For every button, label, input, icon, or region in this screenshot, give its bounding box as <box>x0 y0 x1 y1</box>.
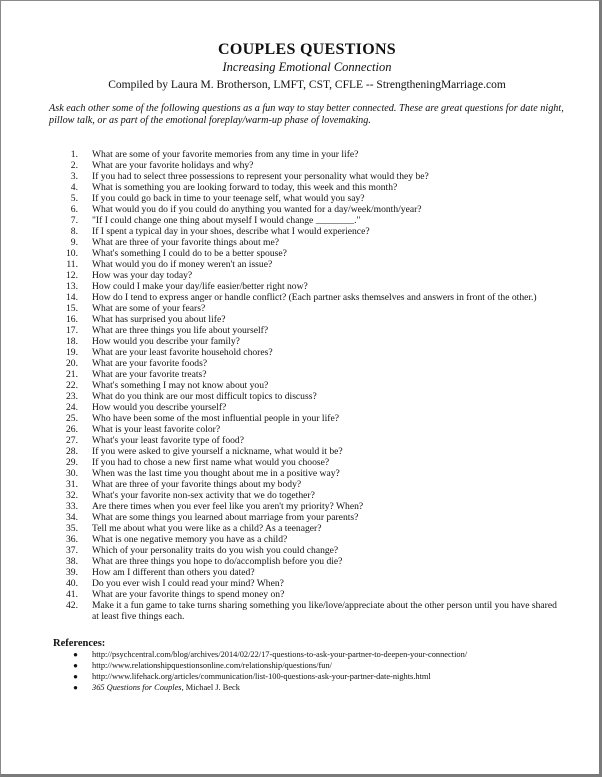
reference-item <box>49 671 565 682</box>
question-item <box>49 567 565 578</box>
question-number: 11. <box>66 259 78 270</box>
question-item <box>49 204 565 215</box>
question-item <box>49 182 565 193</box>
question-item <box>49 578 565 589</box>
question-number: 23. <box>66 391 78 402</box>
question-item <box>49 325 565 336</box>
question-item <box>49 347 565 358</box>
question-text: What has surprised you about life? <box>92 314 226 325</box>
question-text: What's your favorite non-sex activity that we do together? <box>92 490 315 501</box>
question-text: How would you describe your family? <box>92 336 240 347</box>
question-number: 15. <box>66 303 78 314</box>
question-item <box>49 248 565 259</box>
bullet-icon: ● <box>73 683 78 692</box>
question-item <box>49 226 565 237</box>
question-number: 17. <box>66 325 78 336</box>
question-text: What's something I may not know about you? <box>92 380 269 391</box>
question-item <box>49 303 565 314</box>
question-number: 25. <box>66 413 78 424</box>
question-text: What is something you are looking forward to today, this week and this month? <box>92 182 398 193</box>
question-text: What's your least favorite type of food? <box>92 435 244 446</box>
question-text: What are some things you learned about marriage from your parents? <box>92 512 359 523</box>
question-text: Are there times when you ever feel like you aren't my priority? When? <box>92 501 364 512</box>
bullet-icon: ● <box>73 661 78 670</box>
question-item <box>49 391 565 402</box>
question-text: What's something I could do to be a better spouse? <box>92 248 287 259</box>
question-item <box>49 523 565 534</box>
question-item <box>49 512 565 523</box>
question-number: 9. <box>70 237 78 248</box>
question-text: What are your favorite things to spend money on? <box>92 589 285 600</box>
question-number: 28. <box>66 446 78 457</box>
question-text: What are your favorite holidays and why? <box>92 160 254 171</box>
reference-item <box>49 649 565 660</box>
question-text: "If I could change one thing about myself I would change ________." <box>92 215 361 226</box>
question-item <box>49 160 565 171</box>
question-item <box>49 149 565 160</box>
reference-item <box>49 660 565 671</box>
compiled-by-line: Compiled by Laura M. Brotherson, LMFT, CST, CFLE -- StrengtheningMarriage.com <box>108 79 506 91</box>
question-item <box>49 490 565 501</box>
question-item <box>49 534 565 545</box>
question-number: 8. <box>70 226 78 237</box>
question-item <box>49 259 565 270</box>
reference-link[interactable]: http://psychcentral.com/blog/archives/2014/02/22/17-questions-to-ask-your-partner-to-deepen-your-connection/ <box>92 650 468 659</box>
question-number: 14. <box>66 292 78 303</box>
reference-link[interactable]: http://www.relationshipquestionsonline.com/relationship/questions/fun/ <box>92 661 332 670</box>
question-number: 1. <box>70 149 78 160</box>
question-number: 7. <box>70 215 78 226</box>
question-number: 35. <box>66 523 78 534</box>
question-text: If you could go back in time to your teenage self, what would you say? <box>92 193 365 204</box>
question-number: 38. <box>66 556 78 567</box>
question-item <box>49 270 565 281</box>
question-number: 39. <box>66 567 78 578</box>
question-number: 34. <box>66 512 78 523</box>
question-number: 24. <box>66 402 78 413</box>
document-subtitle: Increasing Emotional Connection <box>222 60 392 74</box>
question-text: What are some of your favorite memories from any time in your life? <box>92 149 359 160</box>
question-item <box>49 424 565 435</box>
question-number: 41. <box>66 589 78 600</box>
question-number: 21. <box>66 369 78 380</box>
question-text: What are three of your favorite things about me? <box>92 237 280 248</box>
question-item <box>49 314 565 325</box>
question-item <box>49 446 565 457</box>
question-text: How do I tend to express anger or handle conflict? (Each partner asks themselves and answers in front of the other.) <box>92 292 537 303</box>
question-number: 42. <box>66 600 78 611</box>
question-item <box>49 545 565 556</box>
question-text: What are your favorite foods? <box>92 358 208 369</box>
question-text: How would you describe yourself? <box>92 402 227 413</box>
question-item <box>49 336 565 347</box>
question-number: 29. <box>66 457 78 468</box>
question-text: What is one negative memory you have as a child? <box>92 534 288 545</box>
question-number: 30. <box>66 468 78 479</box>
question-number: 20. <box>66 358 78 369</box>
question-item <box>49 556 565 567</box>
question-item <box>49 501 565 512</box>
question-item <box>49 237 565 248</box>
question-number: 37. <box>66 545 78 556</box>
question-text: What would you do if money weren't an issue? <box>92 259 273 270</box>
references-heading: References: <box>53 638 106 649</box>
document-title: COUPLES QUESTIONS <box>217 41 397 58</box>
question-number: 4. <box>70 182 78 193</box>
question-number: 13. <box>66 281 78 292</box>
question-item <box>49 358 565 369</box>
question-number: 32. <box>66 490 78 501</box>
question-number: 2. <box>70 160 78 171</box>
question-number: 12. <box>66 270 78 281</box>
intro-paragraph: Ask each other some of the following questions as a fun way to stay better connected. These are great questions for date night, pillow talk, or as part of the emotional foreplay/warm-up phase of lovemaking. <box>49 103 564 126</box>
reference-book <box>92 682 240 693</box>
question-text: How was your day today? <box>92 270 193 281</box>
question-text: What do you think are our most difficult topics to discuss? <box>92 391 317 402</box>
question-item <box>49 215 565 226</box>
question-text: What are your favorite treats? <box>92 369 207 380</box>
question-number: 10. <box>66 248 78 259</box>
question-item <box>49 402 565 413</box>
question-number: 26. <box>66 424 78 435</box>
question-text: Which of your personality traits do you wish you could change? <box>92 545 339 556</box>
references-list <box>49 649 565 693</box>
book-author: , Michael J. Beck <box>181 683 240 692</box>
question-text: What are three things you life about yourself? <box>92 325 269 336</box>
question-number: 3. <box>70 171 78 182</box>
question-item <box>49 380 565 391</box>
question-item <box>49 413 565 424</box>
question-text: Tell me about what you were like as a child? As a teenager? <box>92 523 322 534</box>
question-number: 40. <box>66 578 78 589</box>
question-number: 6. <box>70 204 78 215</box>
question-item <box>49 457 565 468</box>
question-text: If you had to chose a new first name what would you choose? <box>92 457 330 468</box>
question-number: 36. <box>66 534 78 545</box>
question-item <box>49 479 565 490</box>
question-text: If you were asked to give yourself a nickname, what would it be? <box>92 446 343 457</box>
question-number: 33. <box>66 501 78 512</box>
question-number: 27. <box>66 435 78 446</box>
question-text: What is your least favorite color? <box>92 424 221 435</box>
reference-link[interactable]: http://www.lifehack.org/articles/communication/list-100-questions-ask-your-partner-date-nights.html <box>92 672 431 681</box>
question-number: 31. <box>66 479 78 490</box>
question-item <box>49 281 565 292</box>
question-number: 18. <box>66 336 78 347</box>
book-title: 365 Questions for Couples <box>92 683 182 692</box>
question-text: If you had to select three possessions to represent your personality what would they be? <box>92 171 429 182</box>
question-item <box>49 193 565 204</box>
question-item <box>49 600 565 622</box>
question-number: 19. <box>66 347 78 358</box>
question-text: Make it a fun game to take turns sharing something you like/love/appreciate about the other person until you have shared at least five things each. <box>92 600 557 622</box>
bullet-icon: ● <box>73 650 78 659</box>
question-text: Who have been some of the most influential people in your life? <box>92 413 339 424</box>
question-item <box>49 435 565 446</box>
question-item <box>49 468 565 479</box>
question-text: How am I different than others you dated? <box>92 567 255 578</box>
bullet-icon: ● <box>73 672 78 681</box>
question-item <box>49 589 565 600</box>
question-text: What are your least favorite household chores? <box>92 347 273 358</box>
question-text: What are some of your fears? <box>92 303 206 314</box>
question-number: 16. <box>66 314 78 325</box>
question-text: What are three of your favorite things about my body? <box>92 479 302 490</box>
question-text: What would you do if you could do anything you wanted for a day/week/month/year? <box>92 204 422 215</box>
question-item <box>49 292 565 303</box>
question-text: When was the last time you thought about me in a positive way? <box>92 468 340 479</box>
question-text: What are three things you hope to do/accomplish before you die? <box>92 556 343 567</box>
question-item <box>49 171 565 182</box>
question-number: 5. <box>70 193 78 204</box>
question-item <box>49 369 565 380</box>
question-text: If I spent a typical day in your shoes, describe what I would experience? <box>92 226 370 237</box>
question-text: Do you ever wish I could read your mind? When? <box>92 578 284 589</box>
questions-list <box>49 149 565 622</box>
question-text: How could I make your day/life easier/better right now? <box>92 281 308 292</box>
question-number: 22. <box>66 380 78 391</box>
reference-item-book <box>49 682 565 693</box>
